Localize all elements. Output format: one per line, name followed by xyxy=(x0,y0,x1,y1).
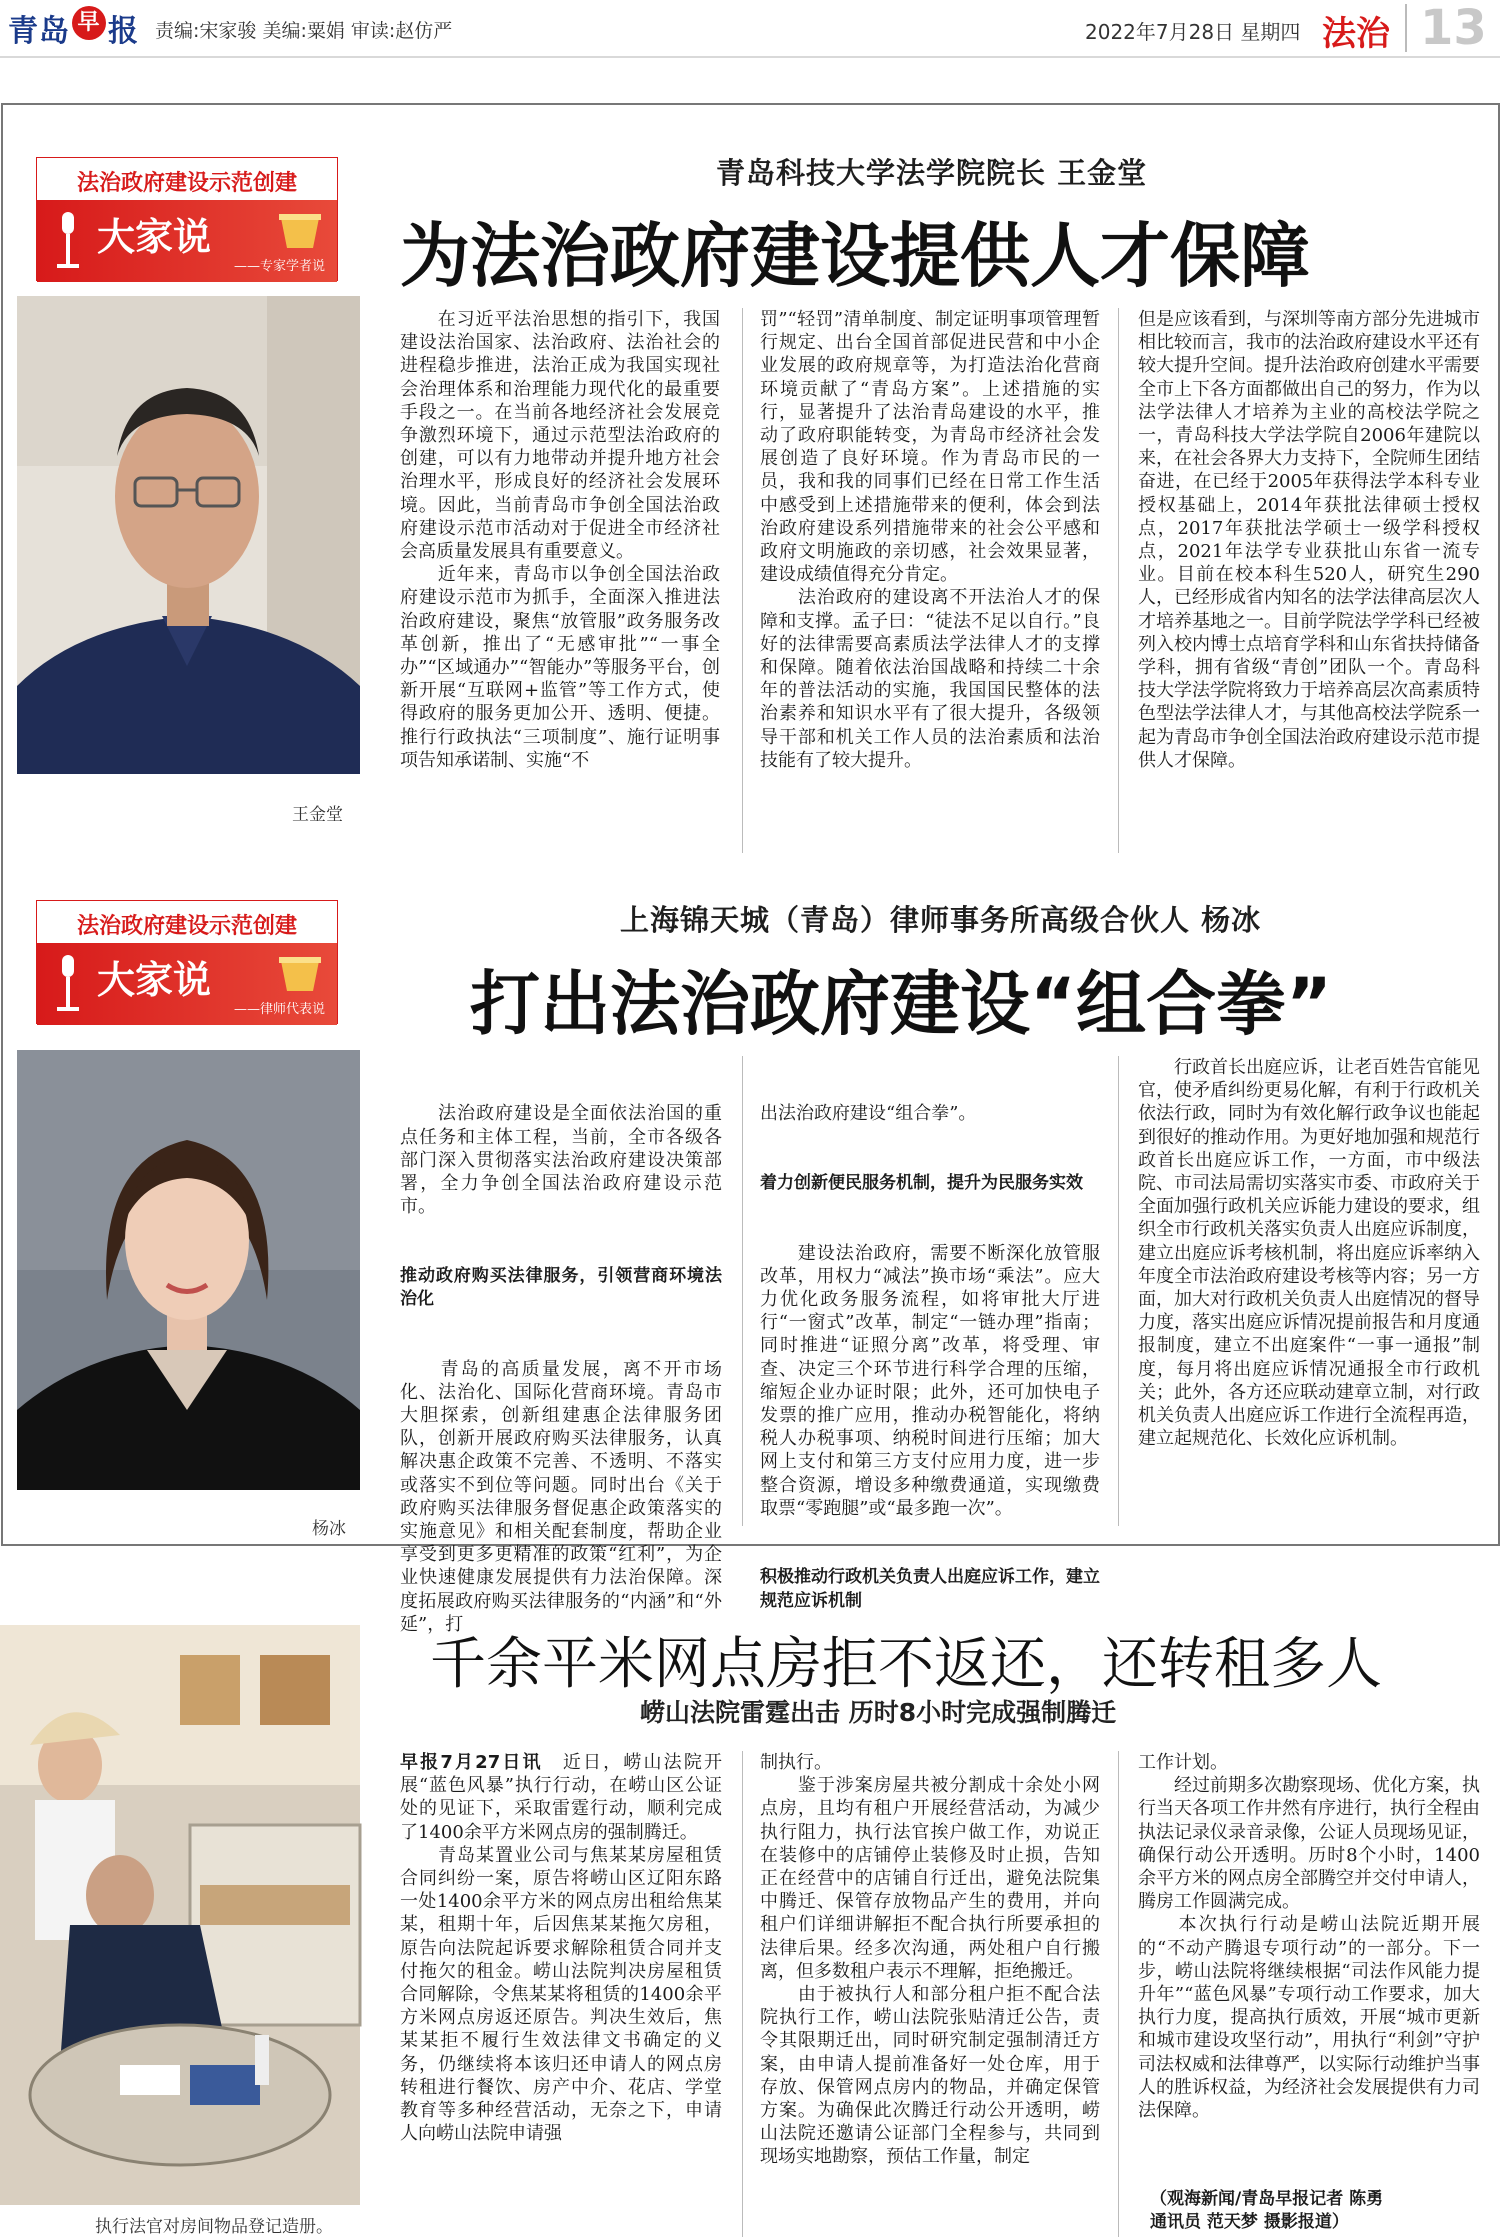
header-divider xyxy=(1405,4,1407,52)
column-divider xyxy=(1118,308,1119,853)
microphone-icon xyxy=(49,208,87,274)
article3-column-3: 工作计划。 经过前期多次勘察现场、优化方案，执行当天各项工作井然有序进行，执行全程由执法记录仪录音录像，公证人员现场见证，确保行动公开透明。历时8个小时，1400余平方米的网点房全部腾空并交付申请人，腾房工作圆满完成。 本次执行行动是崂山法院近期开展的“不动产腾退专项行动”的一部分。下一步，崂山法院将继续根据“司法作风能力提升年”“蓝色风暴”专项行动工作要求，加大执行力度，提高执行质效，开展“城市更新和城市建设攻坚行动”，用执行“利剑”守护司法权威和法律尊严，以实际行动维护当事人的胜诉权益，为经济社会发展提供有力司法保障。 xyxy=(1138,1752,1480,2122)
microphone-icon xyxy=(49,951,87,1017)
article1-column-1: 在习近平法治思想的指引下，我国建设法治国家、法治政府、法治社会的进程稳步推进，法治正成为我国实现社会治理体系和治理能力现代化的最重要手段之一。在当前各地经济社会发展竞争激烈环境下，通过示范型法治政府的创建，可以有力地带动并提升地方社会治理水平，形成良好的经济社会发展环境。因此，当前青岛市争创全国法治政府建设示范市活动对于促进全市经济社会高质量发展具有重要意义。 近年来，青岛市以争创全国法治政府建设示范市为抓手，全面深入推进法治政府建设，聚焦“放管服”政务服务改革创新，推出了“无感审批”“一事全办”“区域通办”“智能办”等服务平台，创新开展“互联网+监管”等工作方式，使得政府的服务更加公开、透明、便捷。推行行政执法“三项制度”、施行证明事项告知承诺制、实施“不 xyxy=(400,309,720,771)
section-heading: 积极推动行政机关负责人出庭应诉工作，建立规范应诉机制 xyxy=(760,1567,1100,1611)
podium-icon xyxy=(277,210,323,250)
column-divider xyxy=(742,1751,743,2237)
article1-byline: 青岛科技大学法学院院长 王金堂 xyxy=(716,156,1148,190)
section-heading: 推动政府购买法律服务，引领营商环境法治化 xyxy=(400,1265,722,1310)
article1-column-2: 罚”“轻罚”清单制度、制定证明事项管理暂行规定、出台全国首部促进民营和中小企业发展的政府规章等，为打造法治化营商环境贡献了“青岛方案”。上述措施的实行，显著提升了法治青岛建设的水平，推动了政府职能转变，为青岛市经济社会发展创造了良好环境。作为青岛市民的一员，我和我的同事们已经在日常工作生活中感受到上述措施带来的便利，体会到法治政府建设系列措施带来的社会公平感和政府文明施政的亲切感，社会效果显著，建设成绩值得充分肯定。 法治政府的建设离不开法治人才的保障和支撑。孟子曰：“徒法不足以自行。”良好的法律需要高素质法学法律人才的支撑和保障。随着依法治国战略和持续二十余年的普法活动的实施，我国国民整体的法治素养和知识水平有了很大提升，各级领导干部和机关工作人员的法治素质和法治技能有了较大提升。 xyxy=(760,309,1100,771)
photo-caption: 杨冰 xyxy=(312,1519,346,1539)
article2-column-3: 行政首长出庭应诉，让老百姓告官能见官，使矛盾纠纷更易化解，有利于行政机关依法行政，同时为有效化解行政争议也能起到很好的推动作用。为更好地加强和规范行政首长出庭应诉工作，一方面，市中级法院、市司法局需切实落实市委、市政府关于全面加强行政机关应诉能力建设的要求，组织全市行政机关落实负责人出庭应诉制度，建立出庭应诉考核机制，将出庭应诉率纳入年度全市法治政府建设考核等内容；另一方面，加大对行政机关负责人出庭情况的督导力度，落实出庭应诉情况提前报告和月度通报制度，建立不出庭案件“一事一通报”制度，每月将出庭应诉情况通报全市行政机关；此外，各方还应联动建章立制，对行政机关负责人出庭应诉工作进行全流程再造，建立起规范化、长效化应诉机制。 xyxy=(1138,1057,1480,1450)
reporter-signoff: （观海新闻/青岛早报记者 陈勇 通讯员 范天梦 摄影报道） xyxy=(1150,2189,1384,2232)
series-badge-experts: 法治政府建设示范创建 大家说 ——专家学者说 xyxy=(36,157,338,281)
portrait-photo-yang xyxy=(17,1050,360,1490)
portrait-photo-wang xyxy=(17,296,360,774)
photo-caption: 王金堂 xyxy=(292,805,343,825)
section-name[interactable]: 法治 xyxy=(1322,14,1390,54)
article3-column-2: 制执行。 鉴于涉案房屋共被分割成十余处小网点房，且均有租户开展经营活动，为减少执行阻力，执行法官挨户做工作，劝说正在装修中的店铺停止装修及时止损，告知正在经营中的店铺自行迁出，避免法院集中腾迁、保管存放物品产生的费用，并向租户们详细讲解拒不配合执行所要承担的法律后果。经多次沟通，两处租户自行搬离，但多数租户表示不理解，拒绝搬迁。 由于被执行人和部分租户拒不配合法院执行工作，崂山法院张贴清迁公告，责令其限期迁出，同时研究制定强制清迁方案，由申请人提前准备好一处仓库，用于存放、保管网点房内的物品，并确定保管方案。为确保此次腾迁行动公开透明，崂山法院还邀请公证部门全程参与，共同到现场实地勘察，预估工作量，制定 xyxy=(760,1752,1100,2168)
article3-column-1: 早报7月27日讯 近日，崂山法院开展“蓝色风暴”执行行动，在崂山区公证处的见证下，采取雷霆行动，顺利完成了1400余平方米网点房的强制腾迁。 青岛某置业公司与焦某某房屋租赁合同纠纷一案，原告将崂山区辽阳东路一处1400余平方米的网点房出租给焦某某，租期十年，后因焦某某拖欠房租，原告向法院起诉要求解除租赁合同并支付拖欠的租金。崂山法院判决房屋租赁合同解除，令焦某某将租赁的1400余平方米网点房返还原告。判决生效后，焦某某拒不履行生效法律文书确定的义务，仍继续将本该归还申请人的网点房转租进行餐饮、房产中介、花店、学堂教育等多种经营活动，无奈之下，申请人向崂山法院申请强 xyxy=(400,1752,722,2145)
column-divider xyxy=(1118,1056,1119,1526)
issue-date: 2022年7月28日 星期四 xyxy=(1085,20,1301,44)
article1-column-3: 但是应该看到，与深圳等南方部分先进城市相比较而言，我市的法治政府建设水平还有较大提升空间。提升法治政府创建水平需要全市上下各方面都做出自己的努力，作为以法学法律人才培养为主业的高校法学院之一，青岛科技大学法学院自2006年建院以来，在社会各界大力支持下，全院师生团结奋进，在已经于2005年获得法学本科专业授权基础上，2014年获批法律硕士授权点，2017年获批法学硕士一级学科授权点，2021年法学专业获批山东省一流专业。目前在校本科生520人，研究生290人，已经形成省内知名的法学法律高层次人才培养基地之一。目前学院法学学科已经被列入校内博士点培育学科和山东省扶持储备学科，拥有省级“青创”团队一个。青岛科技大学法学院将致力于培养高层次高素质特色型法学法律人才，与其他高校法学院系一起为青岛市争创全国法治政府建设示范市提供人才保障。 xyxy=(1138,309,1480,771)
article2-byline: 上海锦天城（青岛）律师事务所高级合伙人 杨冰 xyxy=(620,903,1262,937)
enforcement-photo xyxy=(0,1625,360,2205)
article1-headline[interactable]: 为法治政府建设提供人才保障 xyxy=(400,215,1310,297)
section-heading: 着力创新便民服务机制，提升为民服务实效 xyxy=(760,1173,1083,1194)
page-number: 13 xyxy=(1420,0,1487,56)
column-divider xyxy=(742,308,743,853)
editor-credits: 责编:宋家骏 美编:粟娟 审读:赵仿严 xyxy=(155,20,453,42)
article3-headline[interactable]: 千余平米网点房拒不返还，还转租多人 xyxy=(430,1632,1382,1697)
article2-column-1: 法治政府建设是全面依法治国的重点任务和主体工程，当前，全市各级各部门深入贯彻落实法治政府建设决策部署，全力争创全国法治政府建设示范市。 推动政府购买法律服务，引领营商环境法治化 青岛的高质量发展，离不开市场化、法治化、国际化营商环境。青岛市大胆探索，创新组建惠企法律服务团队，创新开展政府购买法律服务，认真解决惠企政策不完善、不透明、不落实或落实不到位等问题。同时出台《关于政府购买法律服务督促惠企政策落实的实施意见》和相关配套制度，帮助企业享受到更多更精准的政策“红利”，为企业快速健康发展提供有力法治保障。深度拓展政府购买法律服务的“内涵”和“外延”，打 xyxy=(400,1103,722,1635)
column-divider xyxy=(742,1056,743,1526)
photo-caption: 执行法官对房间物品登记造册。 xyxy=(95,2217,333,2237)
dateline: 早报7月27日讯 xyxy=(400,1752,543,1773)
podium-icon xyxy=(277,953,323,993)
series-badge-lawyers: 法治政府建设示范创建 大家说 ——律师代表说 xyxy=(36,900,338,1024)
article2-column-2: 出法治政府建设“组合拳”。 着力创新便民服务机制，提升为民服务实效 建设法治政府，需要不断深化放管服改革，用权力“减法”换市场“乘法”。应大力优化政务服务流程，如将审批大厅进行“一窗式”改革，制定“一链办理”指南；同时推进“证照分离”改革，将受理、审查、决定三个环节进行科学合理的压缩，缩短企业办证时限；此外，还可加快电子发票的推广应用，推动办税智能化，将纳税人办税事项、纳税时间进行压缩；加大网上支付和第三方支付应用力度，进一步整合资源，增设多种缴费通道，实现缴费取票“零跑腿”或“最多跑一次”。 积极推动行政机关负责人出庭应诉工作，建立规范应诉机制 xyxy=(760,1056,1100,1526)
article2-headline[interactable]: 打出法治政府建设“组合拳” xyxy=(470,963,1333,1045)
logo-mark: 早 xyxy=(72,6,106,40)
page-header xyxy=(0,0,1500,58)
column-divider xyxy=(1118,1751,1119,2237)
newspaper-logo[interactable]: 青岛 早 报 xyxy=(8,6,139,50)
article3-subheadline: 崂山法院雷霆出击 历时8小时完成强制腾迁 xyxy=(640,1698,1117,1727)
